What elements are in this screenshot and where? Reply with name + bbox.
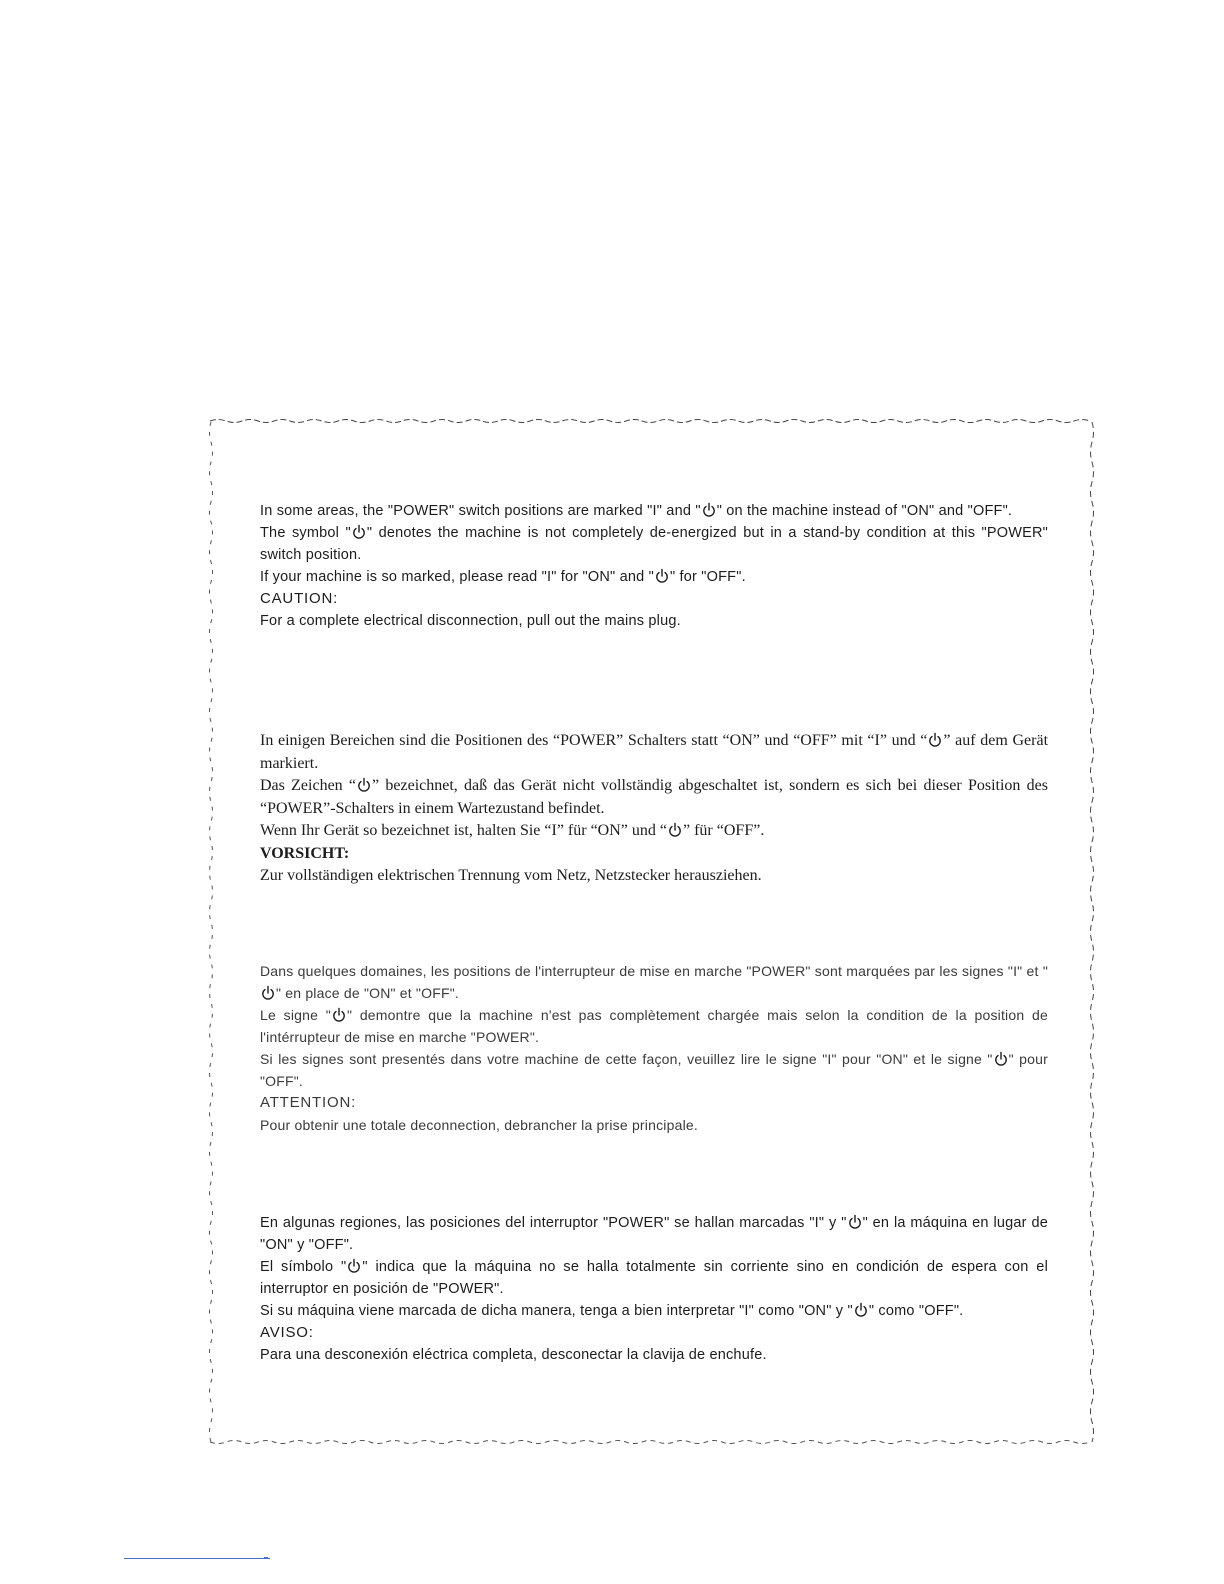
fr-paragraph-2: Le signe " " demontre que la machine n'est pas complètement chargée mais selon la condition de la position de l'intérrupteur de mise en marche "POWER". — [260, 1007, 1048, 1045]
notice-frame — [208, 418, 1096, 1446]
de-paragraph-1: In einigen Bereichen sind die Positionen des “POWER” Schalters statt “ON” und “OFF” mit “I” und “ ” auf dem Gerät markiert. — [260, 732, 1049, 772]
es-paragraph-2: El símbolo " " indica que la máquina no se halla totalmente sin corriente sino en condición de espera con el interruptor en posición de "POWER". — [260, 1259, 1048, 1297]
es-paragraph-1: En algunas regiones, las posiciones del interruptor "POWER" se hallan marcadas "I" y " " en la máquina en lugar de "ON" y "OFF". — [260, 1215, 1048, 1253]
fr-caution-heading: ATTENTION: — [260, 1094, 357, 1111]
notice-english — [260, 500, 1048, 632]
es-paragraph-3: Si su máquina viene marcada de dicha manera, tenga a bien interpretar "I" como "ON" y " " como "OFF". — [260, 1303, 964, 1319]
standby-icon — [928, 732, 942, 748]
standby-icon — [854, 1302, 868, 1318]
fr-paragraph-1: Dans quelques domaines, les positions de l'interrupteur de mise en marche "POWER" sont marquées par les signes "I" et "" en place de "ON" et "OFF". — [260, 963, 1048, 1001]
en-paragraph-1: In some areas, the "POWER" switch positions are marked "I" and " " on the machine instead of "ON" and "OFF". — [260, 503, 1013, 519]
footer-rule-mark — [264, 1557, 268, 1559]
en-paragraph-3: If your machine is so marked, please read "I" for "ON" and " " for "OFF". — [260, 569, 746, 585]
de-caution-note: Zur vollständigen elektrischen Trennung vom Netz, Netzstecker herausziehen. — [260, 867, 762, 884]
de-paragraph-2: Das Zeichen “ ” bezeichnet, daß das Gerät nicht vollständig abgeschaltet ist, sondern es sich bei dieser Position des “POWER”-Schalters in einem Wartezustand befindet. — [260, 777, 1048, 817]
footer-rule — [124, 1558, 270, 1559]
standby-icon — [702, 502, 716, 518]
fr-paragraph-3: Si les signes sont presentés dans votre machine de cette façon, veuillez lire le signe "I" pour "ON" et le signe " " pour "OFF". — [260, 1051, 1048, 1089]
fr-caution-note: Pour obtenir une totale deconnection, debrancher la prise principale. — [260, 1117, 698, 1133]
standby-icon — [332, 1007, 346, 1023]
standby-icon — [848, 1214, 862, 1230]
notice-spanish — [260, 1212, 1048, 1366]
de-paragraph-3: Wenn Ihr Gerät so bezeichnet ist, halten Sie “I” für “ON” und “ ” für “OFF”. — [260, 822, 765, 839]
standby-icon — [994, 1051, 1008, 1067]
en-paragraph-2: The symbol " " denotes the machine is not completely de-energized but in a stand-by condition at this "POWER" switch position. — [260, 525, 1048, 563]
notice-french — [260, 960, 1048, 1136]
de-caution-heading: VORSICHT: — [260, 844, 350, 862]
en-caution-heading: CAUTION: — [260, 590, 339, 607]
standby-icon — [347, 1258, 361, 1274]
standby-icon — [668, 822, 682, 838]
en-caution-note: For a complete electrical disconnection, pull out the mains plug. — [260, 613, 681, 629]
es-caution-note: Para una desconexión eléctrica completa, desconectar la clavija de enchufe. — [260, 1347, 767, 1363]
standby-icon — [357, 777, 371, 793]
notice-german — [260, 730, 1048, 888]
es-caution-heading: AVISO: — [260, 1324, 314, 1341]
standby-icon — [352, 524, 366, 540]
standby-icon — [655, 568, 669, 584]
standby-icon — [261, 985, 275, 1001]
